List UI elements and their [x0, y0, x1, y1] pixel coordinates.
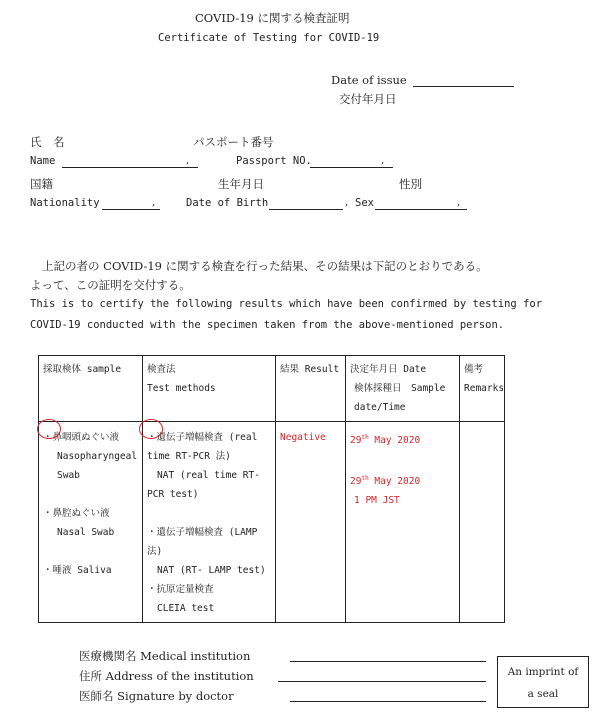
sample-nasal-jp[interactable]: ・鼻腔ぬぐい液: [43, 508, 110, 519]
method-cleia-l2: CLEIA test: [157, 603, 215, 614]
decision-date: [350, 428, 455, 450]
method-pcr-l1[interactable]: ・遺伝子増幅検査 (real: [147, 432, 258, 443]
birth-field-line[interactable]: [269, 209, 343, 210]
address-label: 住所 Address of the institution: [79, 669, 254, 683]
decision-date-day: 29: [350, 435, 362, 447]
name-label-jp: 氏 名: [30, 135, 65, 149]
sample-saliva[interactable]: ・唾液 Saliva: [43, 565, 112, 576]
header-remarks: [460, 356, 505, 422]
sample-date-suffix: th: [361, 475, 369, 483]
passport-label-jp: パスポート番号: [193, 135, 274, 149]
doctor-label: 医師名 Signature by doctor: [79, 689, 234, 703]
header-date: [346, 356, 460, 422]
header-method: [143, 356, 276, 422]
header-remarks-jp: 備考: [464, 364, 484, 375]
passport-field-line[interactable]: [310, 167, 381, 168]
method-lamp-l1[interactable]: ・遺伝子増幅検査 (LAMP: [147, 527, 258, 538]
results-table: [38, 355, 505, 623]
seal-box[interactable]: [497, 656, 589, 708]
method-lamp-l2: 法): [147, 546, 163, 557]
name-field-line[interactable]: [62, 167, 186, 168]
sample-nasopharyngeal-en2: Swab: [57, 470, 80, 481]
seal-text-l1: An imprint of: [507, 666, 579, 678]
nationality-label-jp: 国籍: [30, 177, 53, 191]
header-sample-text: 採取検体 sample: [43, 364, 122, 375]
method-pcr-l2: time RT-PCR 法): [147, 451, 231, 462]
sample-nasopharyngeal-en1: Nasopharyngeal: [57, 451, 138, 462]
passport-label-en: Passport NO.: [236, 155, 312, 167]
nationality-label-en: Nationality: [30, 197, 100, 209]
name-label-en: Name: [30, 155, 56, 167]
doctor-signature-line[interactable]: [290, 701, 486, 702]
name-field-line-end: [186, 167, 198, 168]
method-lamp-l3: NAT (RT- LAMP test): [157, 565, 266, 576]
decision-date-suffix: th: [361, 434, 369, 441]
passport-comma: ,: [381, 154, 385, 166]
result-value: Negative: [280, 432, 326, 443]
sample-date-rest: May 2020: [368, 476, 421, 488]
header-date-l2: 検体採種日 Sample: [354, 383, 446, 394]
birth-label-jp: 生年月日: [218, 177, 264, 191]
sex-field-line-end: [455, 209, 467, 210]
statement-jp-line1: 上記の者の COVID-19 に関する検査を行った結果、その結果は下記のとおりである。: [42, 259, 488, 273]
method-pcr-l3: NAT (real time RT-: [157, 470, 260, 481]
remarks-cell[interactable]: [460, 422, 505, 623]
header-result: [276, 356, 346, 422]
passport-field-line-end: [381, 167, 393, 168]
title-en: Certificate of Testing for COVID-19: [158, 32, 380, 44]
sample-date: [350, 469, 455, 491]
nationality-field-line-end: [150, 209, 160, 210]
date-of-issue-label: Date of issue: [331, 73, 407, 87]
header-date-l3: date/Time: [354, 402, 406, 413]
method-pcr-l4: PCR test): [147, 489, 199, 500]
statement-en-line1: This is to certify the following results which have been confirmed by testing for: [30, 298, 543, 310]
institution-label: 医療機関名 Medical institution: [79, 649, 251, 663]
nationality-field-line[interactable]: [102, 209, 150, 210]
sample-selected-circle-mark: [37, 419, 61, 439]
name-comma: ,: [186, 154, 190, 166]
method-cleia-l1[interactable]: ・抗原定量検査: [147, 584, 214, 595]
header-method-jp: 検査法: [147, 364, 176, 375]
method-selected-circle-mark: [139, 419, 163, 439]
sex-field-line[interactable]: [375, 209, 455, 210]
address-line[interactable]: [278, 681, 486, 682]
nationality-comma: ,: [152, 196, 156, 208]
result-cell: [276, 422, 346, 623]
sample-date-day: 29: [350, 476, 362, 488]
sex-label-en: Sex: [355, 197, 374, 209]
sex-comma: ,: [457, 196, 461, 208]
birth-label-en: Date of Birth: [186, 197, 269, 209]
statement-en-line2: COVID-19 conducted with the specimen taken from the above-mentioned person.: [30, 319, 505, 331]
header-sample: [39, 356, 143, 422]
sample-time: 1 PM JST: [354, 495, 400, 507]
sex-label-jp: 性別: [399, 177, 422, 191]
decision-date-rest: May 2020: [368, 435, 421, 447]
header-result-text: 結果 Result: [280, 364, 340, 375]
institution-line[interactable]: [290, 661, 486, 662]
header-remarks-en: Remarks: [464, 383, 505, 394]
birth-comma: ,: [345, 196, 349, 208]
sample-nasopharyngeal-jp[interactable]: ・鼻咽頭ぬぐい液: [43, 432, 120, 443]
sample-nasal-en: Nasal Swab: [57, 527, 115, 538]
title-jp: COVID-19 に関する検査証明: [195, 11, 350, 25]
header-date-l1: 決定年月日 Date: [350, 364, 427, 375]
method-cell: [143, 422, 276, 623]
sample-cell: [39, 422, 143, 623]
date-of-issue-line[interactable]: [413, 86, 514, 87]
seal-text-l2: a seal: [527, 688, 559, 700]
date-cell: [346, 422, 460, 623]
date-of-issue-jp: 交付年月日: [339, 92, 397, 106]
header-method-en: Test methods: [147, 383, 216, 394]
statement-jp-line2: よって、この証明を交付する。: [30, 278, 191, 292]
